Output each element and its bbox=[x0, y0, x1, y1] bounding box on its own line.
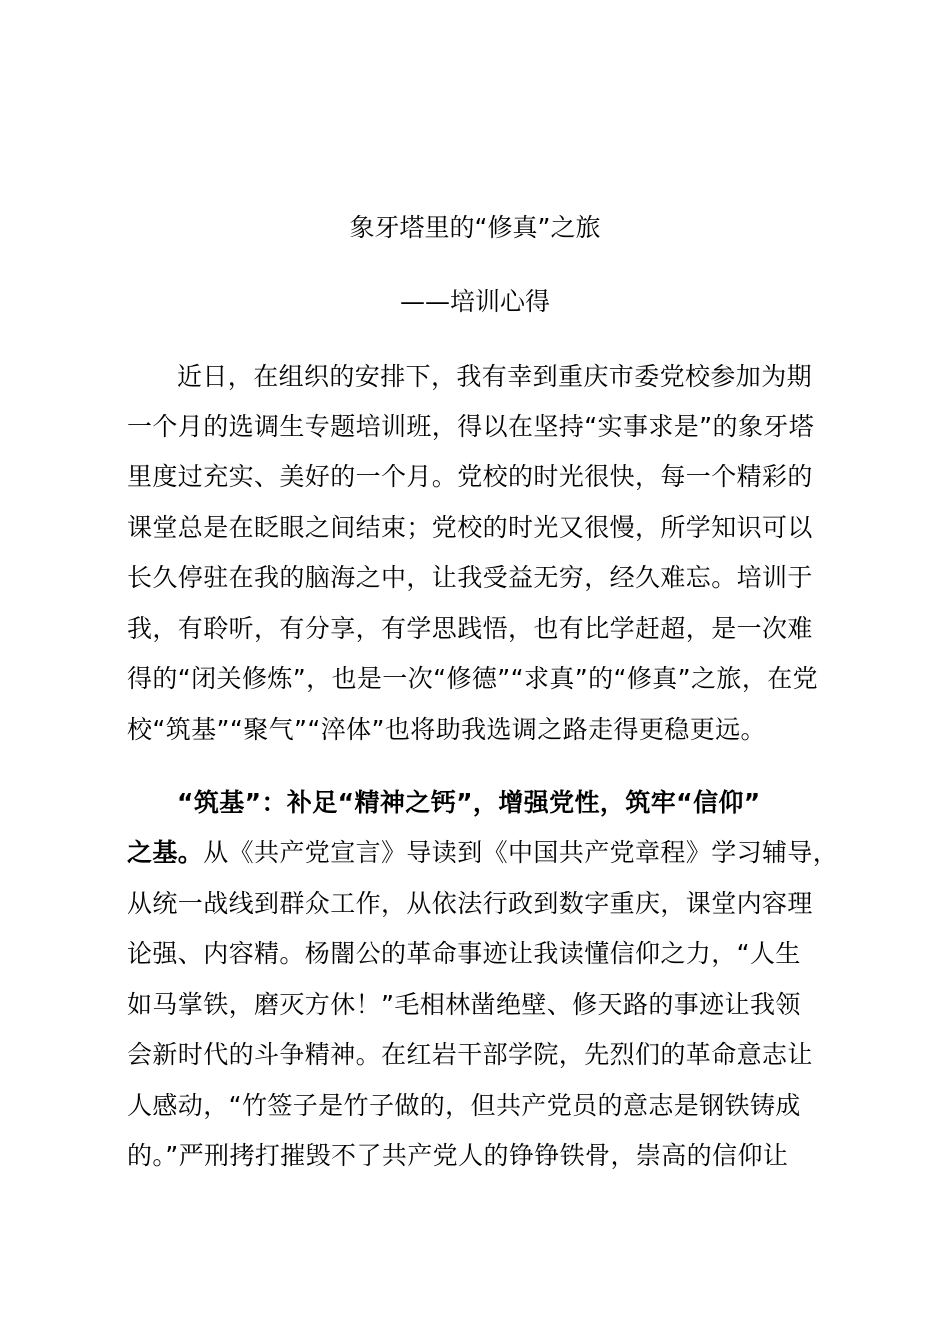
paragraph-text: 从《共产党宣言》导读到《中国共产党章程》学习辅导， bbox=[203, 838, 839, 867]
paragraph-line: 里度过充实、美好的一个月。党校的时光很快，每一个精彩的 bbox=[127, 462, 813, 491]
paragraph-line: 课堂总是在眨眼之间结束；党校的时光又很慢，所学知识可以 bbox=[127, 513, 813, 542]
document-subtitle: ——培训心得 bbox=[399, 287, 550, 316]
document-title: 象牙塔里的“修真”之旅 bbox=[349, 213, 601, 242]
section-heading: “筑基”：补足“精神之钙”，增强党性，筑牢“信仰” bbox=[177, 788, 761, 817]
paragraph-line: 长久停驻在我的脑海之中，让我受益无穷，经久难忘。培训于 bbox=[127, 563, 813, 592]
paragraph-line: 如马掌铁，磨灭方休！”毛相林凿绝壁、修天路的事迹让我领 bbox=[127, 990, 801, 1019]
section-heading-end: 之基。 bbox=[127, 838, 204, 867]
paragraph-line: 从统一战线到群众工作，从依法行政到数字重庆，课堂内容理 bbox=[127, 889, 813, 918]
paragraph-line: 人感动，“竹签子是竹子做的，但共产党员的意志是钢铁铸成 bbox=[127, 1091, 801, 1120]
paragraph-line: 校“筑基”“聚气”“淬体”也将助我选调之路走得更稳更远。 bbox=[127, 715, 766, 744]
paragraph-line: 得的“闭关修炼”，也是一次“修德”“求真”的“修真”之旅，在党 bbox=[127, 664, 819, 693]
paragraph-line: 会新时代的斗争精神。在红岩干部学院，先烈们的革命意志让 bbox=[127, 1040, 813, 1069]
paragraph-line: 一个月的选调生专题培训班，得以在坚持“实事求是”的象牙塔 bbox=[127, 412, 815, 441]
paragraph-line: 我，有聆听，有分享，有学思践悟，也有比学赶超，是一次难 bbox=[127, 614, 813, 643]
paragraph-line: 的。”严刑拷打摧毁不了共产党人的铮铮铁骨，崇高的信仰让 bbox=[127, 1141, 789, 1170]
paragraph-line: 论强、内容精。杨闇公的革命事迹让我读懂信仰之力，“人生 bbox=[127, 939, 801, 968]
paragraph-line: 近日，在组织的安排下，我有幸到重庆市委党校参加为期 bbox=[177, 362, 813, 391]
paragraph-line bbox=[127, 837, 839, 869]
